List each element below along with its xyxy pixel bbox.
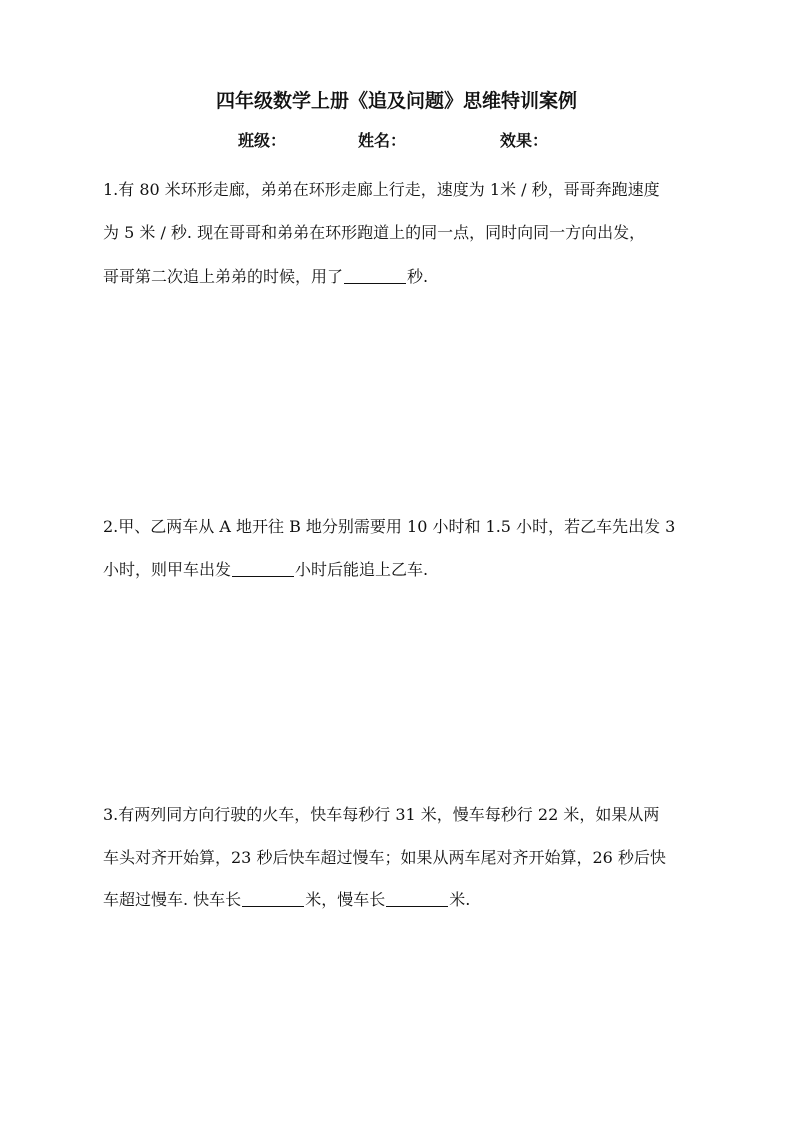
class-label: 班级： <box>238 131 287 150</box>
q1-line-2: 为 5 米 / 秒. 现在哥哥和弟弟在环形跑道上的同一点，同时向同一方向出发， <box>103 223 646 242</box>
q1-unit: 秒. <box>407 267 429 286</box>
q2-line-2 <box>103 559 715 581</box>
q1-answer-blank[interactable] <box>344 266 406 284</box>
q1-line-3 <box>103 266 715 288</box>
q2-tail: 小时后能追上乙车. <box>295 560 429 579</box>
name-label: 姓名： <box>358 131 407 150</box>
q3-text-2: 米，慢车长 <box>305 890 386 909</box>
q3-line-2: 车头对齐开始算，23 秒后快车超过慢车；如果从两车尾对齐开始算，26 秒后快 <box>103 848 666 867</box>
q3-line-3 <box>103 889 715 911</box>
q3-unit: 米. <box>449 890 471 909</box>
result-label: 效果： <box>500 131 549 150</box>
q2-line-1: 2.甲、乙两车从 A 地开往 B 地分别需要用 10 小时和 1.5 小时，若乙车先出发 3 <box>103 517 676 536</box>
page-title: 四年级数学上册《追及问题》思维特训案例 <box>215 90 577 112</box>
q2-answer-blank[interactable] <box>232 559 294 577</box>
q3-fast-train-blank[interactable] <box>242 889 304 907</box>
q1-line-1: 1.有 80 米环形走廊，弟弟在环形走廊上行走，速度为 1米 / 秒，哥哥奔跑速度 <box>103 180 660 199</box>
q3-slow-train-blank[interactable] <box>386 889 448 907</box>
q3-text: 车超过慢车. 快车长 <box>103 890 242 909</box>
q3-line-1: 3.有两列同方向行驶的火车，快车每秒行 31 米，慢车每秒行 22 米，如果从两 <box>103 805 660 824</box>
q2-text: 小时，则甲车出发 <box>103 560 232 579</box>
q1-text: 哥哥第二次追上弟弟的时候，用了 <box>103 267 344 286</box>
